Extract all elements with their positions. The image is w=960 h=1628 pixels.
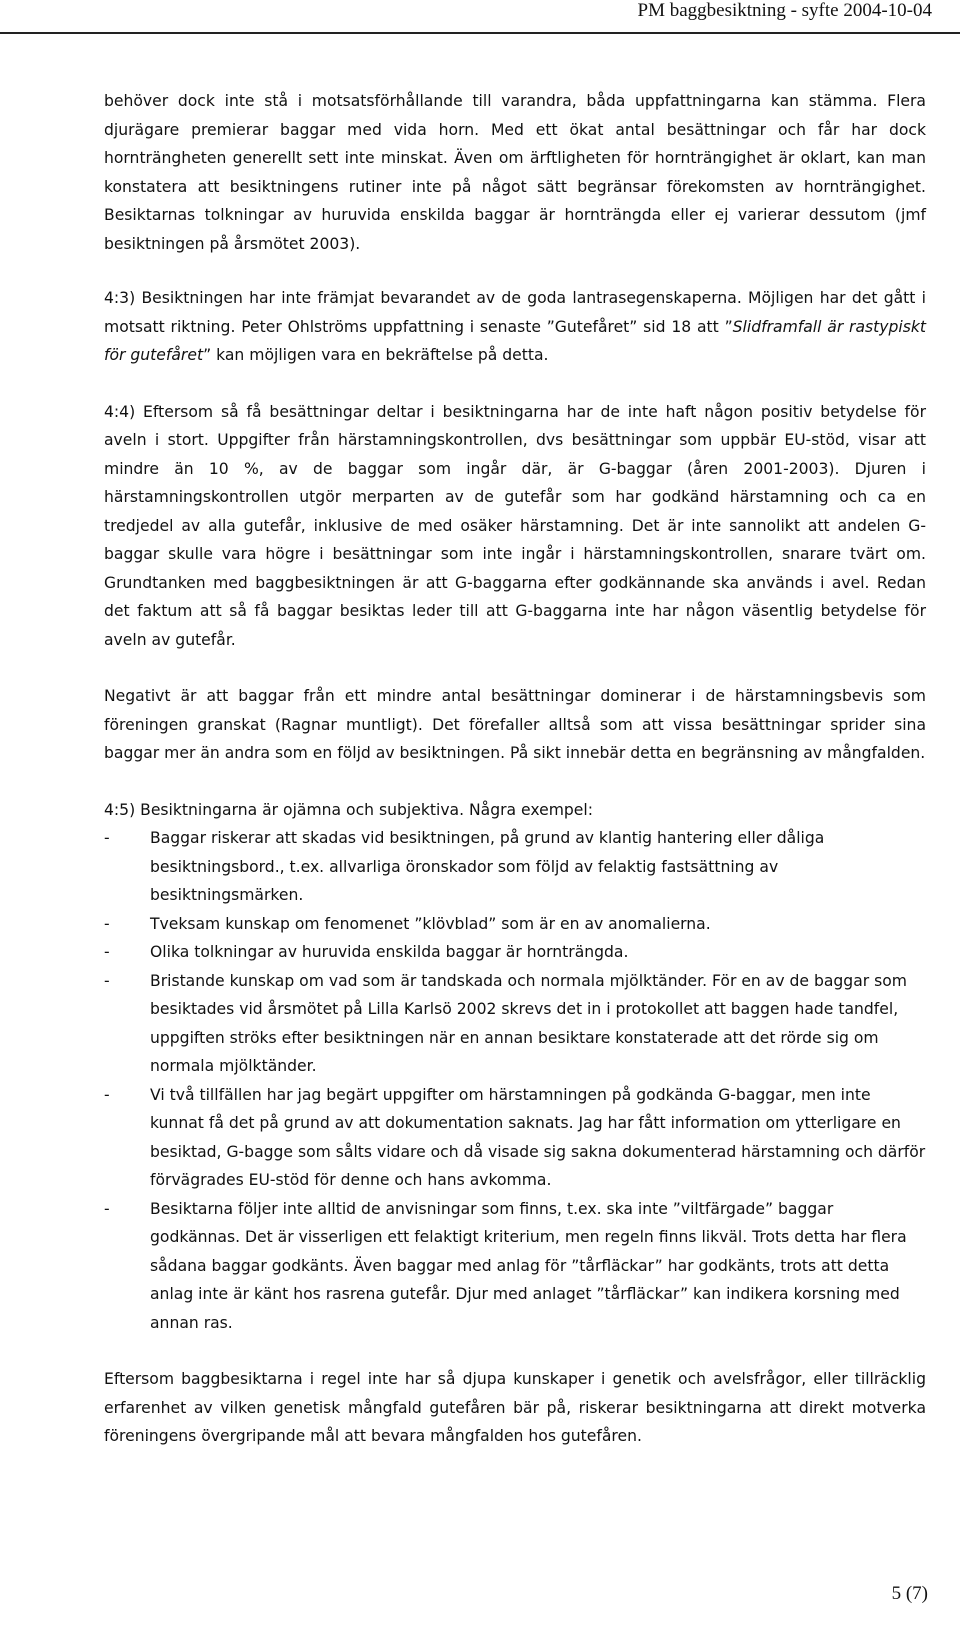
bullet-dash: - [104,943,110,961]
section-4-3-text-a: 4:3) Besiktningen har inte främjat bevarandet av de goda lantrasegenskaperna. Möjligen har det gått i motsatt riktning. Peter Ohlströms uppfattning i senaste ”Gutefåret” sid 18 att ” [104,289,926,336]
list-item-text: Bristande kunskap om vad som är tandskada och normala mjölktänder. För en av de baggar som besiktades vid årsmötet på Lilla Karlsö 2002 skrevs det in i protokollet att baggen hade tandfel, uppgiften ströks efter besiktningen när en annan besiktare konstaterade att det rörde sig om normala mjölktänder. [150,971,907,1075]
examples-list [104,824,926,1337]
section-4-3 [104,284,926,370]
list-item [104,967,926,1081]
paragraph-intro: behöver dock inte stå i motsatsförhållande till varandra, båda uppfattningarna kan stämma. Flera djurägare premierar baggar med vida horn. Med ett ökat antal besättningar och får har dock hornträngheten generellt sett inte minskat. Även om ärftligheten för hornträngighet är oklart, kan man konstatera att besiktningens rutiner inte på något sätt begränsar förekomsten av hornträngighet. Besiktarnas tolkningar av huruvida enskilda baggar är hornträngda eller ej varierar dessutom (jmf besiktningen på årsmötet 2003). [104,92,926,253]
bullet-dash: - [104,914,110,933]
bullet-dash: - [104,971,110,990]
list-item [104,1081,926,1195]
paragraph-closing: Eftersom baggbesiktarna i regel inte har så djupa kunskaper i genetik och avelsfrågor, eller tillräcklig erfarenhet av vilken genetisk mångfald gutefåren bär på, riskerar besiktningarna att direkt motverka föreningens övergripande mål att bevara mångfalden hos gutefåren. [104,1370,926,1445]
list-item-text: Baggar riskerar att skadas vid besiktningen, på grund av klantig hantering eller dåliga besiktningsbord., t.ex. allvarliga öronskador som följd av felaktig fastsättning av besiktningsmärken. [150,829,825,904]
document-body [104,87,926,1479]
list-item [104,938,926,967]
section-4-5-heading: 4:5) Besiktningarna är ojämna och subjektiva. Några exempel: [104,800,593,819]
bullet-dash: - [104,1199,110,1218]
running-header: PM baggbesiktning - syfte 2004-10-04 [637,0,932,21]
list-item-text: Besiktarna följer inte alltid de anvisningar som finns, t.ex. ska inte ”viltfärgade” baggar godkännas. Det är visserligen ett felaktigt kriterium, men regeln finns likväl. Trots detta har flera sådana baggar godkänts. Även baggar med anlag för ”tårfläckar” har godkänts, trots att detta anlag inte är känt hos rasrena gutefår. Djur med anlaget ”tårfläckar” kan indikera korsning med annan ras. [150,1199,907,1332]
section-4-3-text-b: ” kan möjligen vara en bekräftelse på detta. [203,346,549,364]
list-item [104,824,926,910]
bullet-dash: - [104,1085,110,1104]
bullet-dash: - [104,829,110,847]
section-4-3-quote: Slidframfall är rastypiskt för gutefåret [104,317,926,364]
section-4-4: 4:4) Eftersom så få besättningar deltar i besiktningarna har de inte haft någon positiv betydelse för aveln i stort. Uppgifter från härstamningskontrollen, dvs besättningar som uppbär EU-stöd, visar att mindre än 10 %, av de baggar som ingår där, är G-baggar (åren 2001-2003). Djuren i härstamningskontrollen utgör merparten av de gutefår som har godkänd härstamning och ca en tredjedel av alla gutefår, inklusive de med osäker härstamning. Det är inte sannolikt att andelen G-baggar skulle vara högre i besättningar som inte ingår i härstamningskontrollen, snarare tvärt om. Grundtanken med baggbesiktningen är att G-baggarna efter godkännande ska används i avel. Redan det faktum att så få baggar besiktas leder till att G-baggarna inte har någon väsentlig betydelse för aveln av gutefår. [104,402,926,649]
header-rule [0,32,960,34]
list-item-text: Vi två tillfällen har jag begärt uppgifter om härstamningen på godkända G-baggar, men inte kunnat få det på grund av att dokumentation saknats. Jag har fått information om ytterligare en besiktad, G-bagge som sålts vidare och då visade sig sakna dokumenterad härstamning och därför förvägrades EU-stöd för denne och hans avkomma. [150,1085,926,1189]
list-item-text: Tveksam kunskap om fenomenet ”klövblad” som är en av anomalierna. [150,914,711,933]
list-item-text: Olika tolkningar av huruvida enskilda baggar är hornträngda. [150,943,629,961]
list-item [104,1195,926,1338]
page-number: 5 (7) [891,1583,928,1604]
list-item [104,910,926,939]
paragraph-negativt: Negativt är att baggar från ett mindre antal besättningar dominerar i de härstamningsbevis som föreningen granskat (Ragnar muntligt). Det förefaller alltså som att vissa besättningar sprider sina baggar mer än andra som en följd av besiktningen. På sikt innebär detta en begränsning av mångfalden. [104,687,926,762]
